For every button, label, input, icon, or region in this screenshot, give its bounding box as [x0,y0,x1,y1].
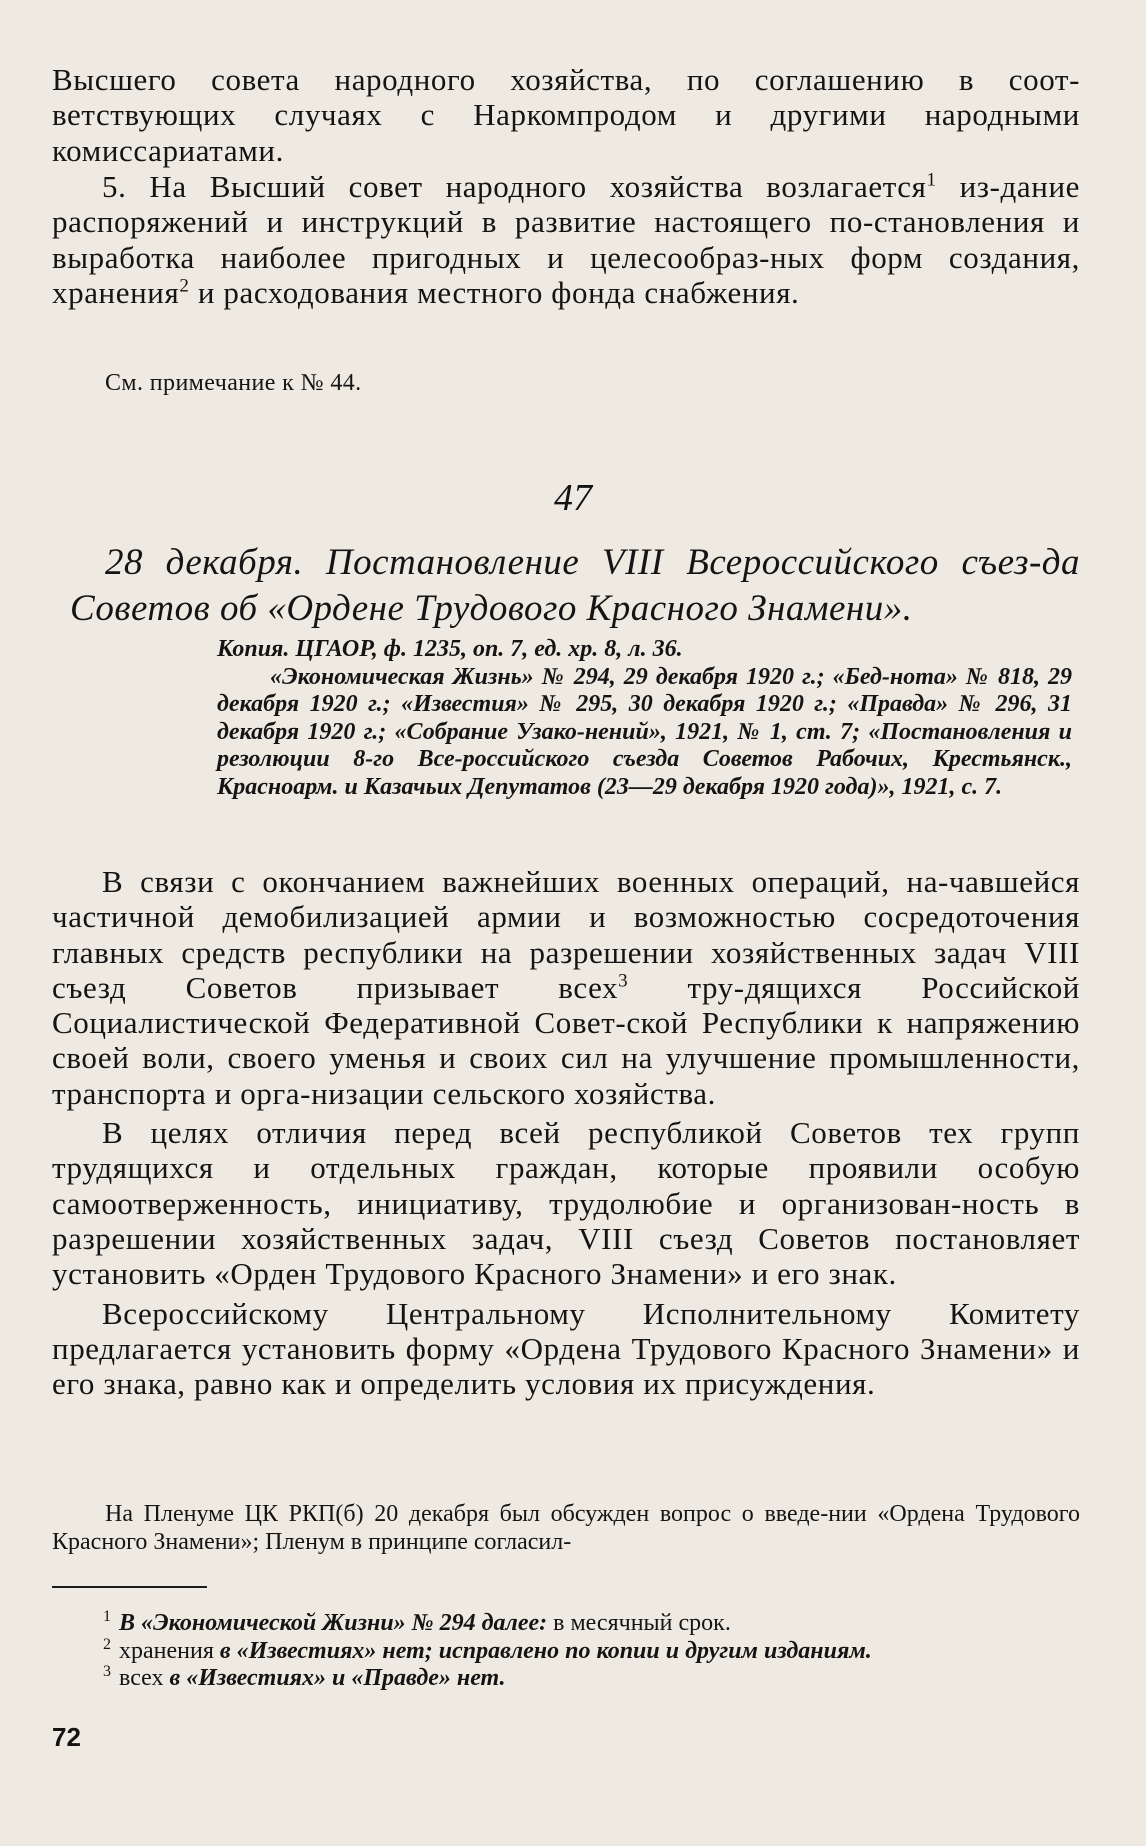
see-note: См. примечание к № 44. [105,370,362,396]
point-5-text-b: из-дание распоряжений и инструкций в развитие настоящего по-становления и выработка наиболее пригодных и целесообраз-ных форм создания, хранения [52,169,1081,310]
footnote-plain: всех [119,1665,170,1691]
closing-note: На Пленуме ЦК РКП(б) 20 декабря был обсужден вопрос о введе-нии «Ордена Трудового Красного Знамени»; Пленум в принципе согласил- [52,1501,1080,1555]
continuation-line: комиссариатами. [52,132,284,168]
footnote-italic: в «Известиях» нет; исправлено по копии и другим изданиям. [219,1637,872,1664]
footnote-ref-2: 2 [179,275,190,297]
document-number: 47 [554,477,592,519]
footnote-ref-1: 1 [926,169,937,191]
resolution-text [52,864,1080,1401]
point-5-text-c: и расходования местного фонда снабжения. [189,274,800,310]
archive-copy: Копия. ЦГАОР, ф. 1235, оп. 7, ед. хр. 8, л. 36. [217,636,683,662]
resolution-paragraph-3: Всероссийскому Центральному Исполнительному Комитету предлагается установить форму «Ордена Трудового Красного Знамени» и его знака, равно как и определить условия их присуждения. [52,1295,1080,1402]
footnote-1 [103,1610,1083,1638]
footnote-italic: В «Экономической Жизни» № 294 далее: [119,1610,548,1636]
resolution-paragraph-2: В целях отличия перед всей республикой Советов тех групп трудящихся и отдельных граждан, которые проявили особую самоотверженность, инициативу, трудолюбие и организован-ность в разрешении хозяйственных задач, VIII съезд Советов постановляет установить «Орден Трудового Красного Знамени» и его знак. [52,1115,1080,1292]
resolution-p1-b: тру-дящихся Российской Социалистической Федеративной Совет-ской Республики к напряжению своей воли, своего уменья и своих сил на улучшение промышленности, транспорта и орга-низации сельского хозяйства. [52,969,1080,1111]
footnote-plain: в месячный срок. [547,1610,731,1636]
point-5-text [52,169,1080,310]
resolution-paragraph-1 [52,864,1080,1111]
publication-list: «Экономическая Жизнь» № 294, 29 декабря 1920 г.; «Бед-нота» № 818, 29 декабря 1920 г.; «Известия» № 295, 30 декабря 1920 г.; «Правда» № 296, 31 декабря 1920 г.; «Собрание Узако-нений», 1921, № 1, ст. 7; «Постановления и резолюции 8-го Все-российского съезда Советов Рабочих, Крестьянск., Красноарм. и Казачьих Депутатов (23—29 декабря 1920 года)», 1921, с. 7. [217,663,1072,800]
footnote-mark: 2 [103,1635,111,1653]
document-sources [217,636,1072,801]
footnote-2 [103,1635,1083,1666]
point-5-text-a: 5. На Высший совет народного хозяйства возлагается [102,169,927,204]
footnote-ref-3: 3 [618,970,629,992]
continuation-line: Высшего совета народного хозяйства, по соглашению в соот- [52,62,1080,97]
page-number: 72 [52,1722,81,1752]
footnotes [103,1610,1083,1693]
document-title: 28 декабря. Постановление VIII Всероссийского съез-да Советов об «Ордене Трудового Красного Знамени». [70,542,1080,629]
footnote-mark: 3 [103,1663,111,1680]
footnote-italic: в «Известиях» и «Правде» нет. [169,1665,506,1691]
continuation-paragraph [52,62,1080,168]
footnote-divider [52,1586,207,1588]
resolution-p1-a: В связи с окончанием важнейших военных операций, на-чавшейся частичной демобилизацией армии и возможностью сосредоточения главных средств республики на разрешении хозяйственных задач VIII съезд Советов призывает всех [52,864,1080,1005]
footnote-plain: хранения [119,1637,220,1664]
point-5-paragraph [52,169,1080,310]
continuation-line: ветствующих случаях с Наркомпродом и другими народными [52,97,1080,133]
footnote-3 [103,1665,1083,1693]
footnote-mark: 1 [103,1608,111,1625]
